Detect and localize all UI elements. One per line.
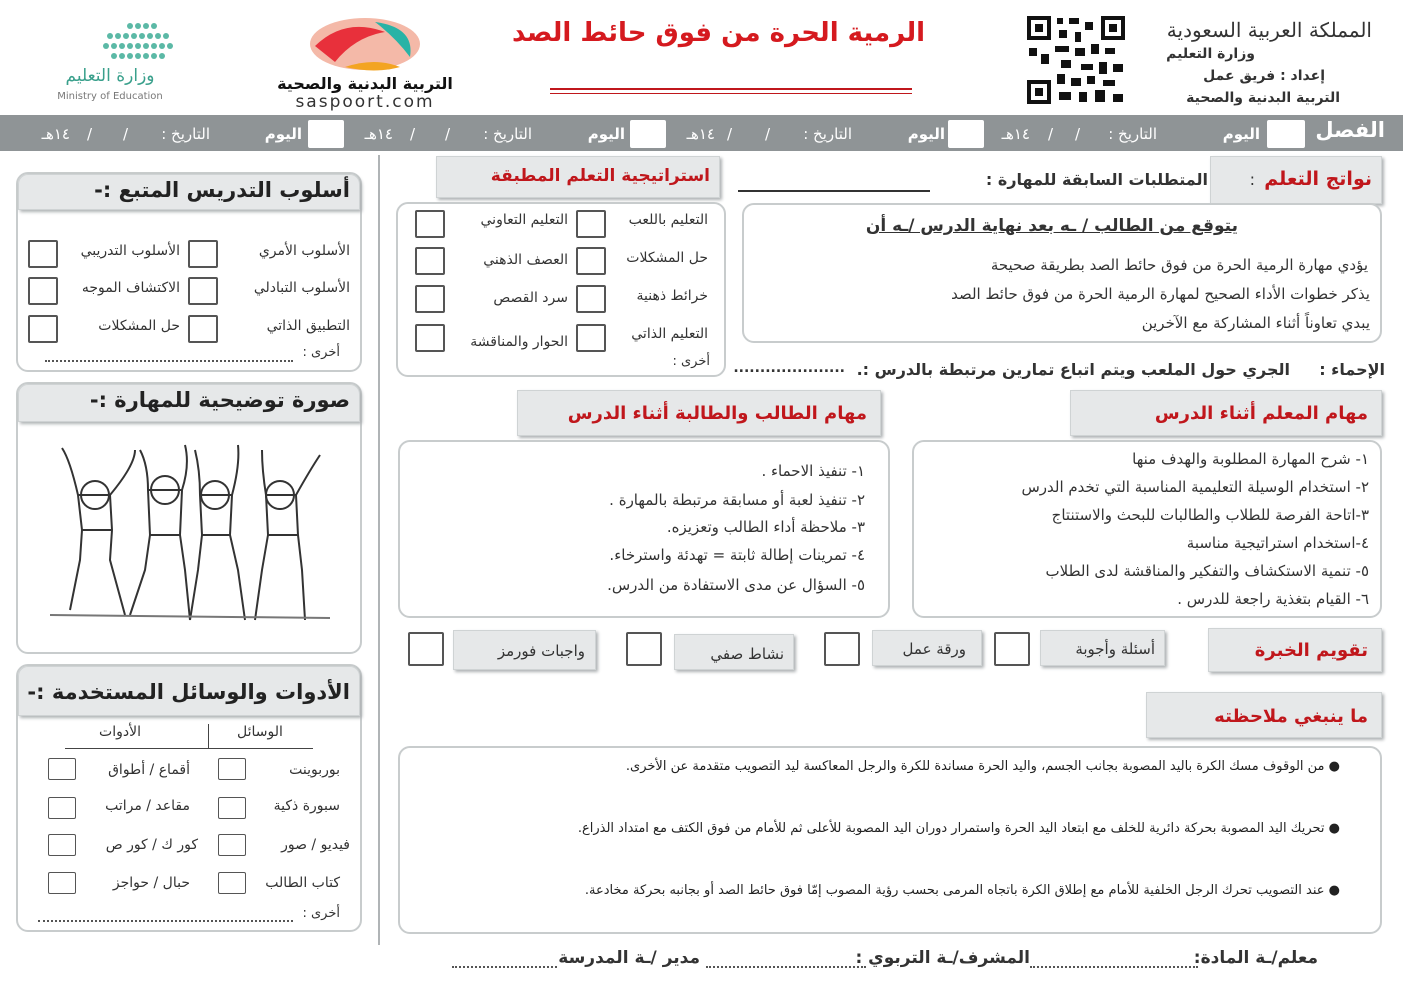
prereq-input-line[interactable]: [738, 190, 930, 192]
illustration-title: صورة توضيحية للمهارة :-: [89, 388, 350, 412]
strategy-checkbox-8[interactable]: [415, 324, 445, 352]
warmup-dots: .....................: [733, 360, 845, 376]
strategy-item-7: التعليم الذاتي: [631, 326, 708, 342]
year-2: ١٤هـ: [686, 125, 715, 143]
outcome-item-1: يؤدي مهارة الرمية الحرة من فوق حائط الصد بطريقة صحيحة: [990, 256, 1368, 274]
outcome-item-2: يذكر خطوات الأداء الصحيح لمهارة الرمية الحرة من فوق حائط الصد: [951, 285, 1370, 303]
day-label-2: اليوم: [907, 125, 945, 143]
day-label-4: اليوم: [264, 125, 302, 143]
moe-name-ar: وزارة التعليم: [65, 66, 155, 86]
means-item-3: فيديو / صور: [281, 837, 350, 853]
sig-principal-line[interactable]: [452, 966, 557, 968]
note-bullet-3: ●: [1324, 883, 1340, 898]
means-item-2: سبورة ذكية: [273, 798, 340, 814]
style-checkbox-2[interactable]: [28, 240, 58, 268]
moe-name-en: Ministry of Education: [57, 91, 163, 102]
teacher-task-1: ١- شرح المهارة المطلوبة والهدف منها: [1132, 450, 1369, 468]
day-input-box-2[interactable]: [948, 120, 984, 148]
eval-checkbox-3[interactable]: [626, 632, 662, 666]
student-task-5: ٥- السؤال عن مدى الاستفادة من الدرس.: [607, 576, 865, 594]
strategy-checkbox-5[interactable]: [576, 285, 606, 313]
slash-1b: /: [1047, 125, 1053, 143]
tools-col-divider-h: [65, 748, 313, 749]
slash-2a: /: [764, 125, 770, 143]
teacher-task-6: ٦- القيام بتغذية راجعة للدرس .: [1177, 590, 1369, 608]
site-logo: [255, 12, 475, 112]
style-checkbox-4[interactable]: [28, 277, 58, 305]
warmup-text: الجري حول الملعب ويتم اتباع تمارين مرتبطة بالدرس :.: [856, 360, 1290, 379]
tool-item-2: مقاعد / مراتب: [105, 798, 190, 814]
means-item-1: بوربوينت: [289, 762, 340, 778]
style-checkbox-6[interactable]: [28, 315, 58, 343]
style-checkbox-5[interactable]: [188, 315, 218, 343]
site-url: saspoort.com: [295, 92, 435, 112]
eval-item-3: نشاط صفي: [710, 645, 784, 663]
sig-teacher-line[interactable]: [1030, 966, 1198, 968]
tools-col-divider-v: [208, 724, 209, 748]
means-checkbox-2[interactable]: [218, 797, 246, 819]
teacher-task-2: ٢- استخدام الوسيلة التعليمية المناسبة التي تخدم الدرس: [1021, 478, 1369, 496]
date-label-4: التاريخ :: [161, 125, 210, 143]
style-other-input[interactable]: [45, 360, 293, 362]
outcomes-label: نواتج التعلم: [1264, 168, 1372, 190]
note-bullet-2: ●: [1324, 821, 1340, 836]
department-name: التربية البدنية والصحية: [1186, 90, 1340, 106]
eval-item-2: ورقة عمل: [902, 640, 966, 658]
sig-supervisor-line[interactable]: [706, 966, 866, 968]
style-checkbox-1[interactable]: [188, 240, 218, 268]
title-underline: [550, 88, 912, 90]
strategy-checkbox-1[interactable]: [576, 210, 606, 238]
date-label-1: التاريخ :: [1108, 125, 1157, 143]
strategy-checkbox-7[interactable]: [576, 324, 606, 352]
year-4: ١٤هـ: [41, 125, 70, 143]
strategy-checkbox-4[interactable]: [415, 247, 445, 275]
day-label-1: اليوم: [1222, 125, 1260, 143]
style-item-2: الأسلوب التدريبي: [80, 243, 180, 259]
date-bar-row: [0, 115, 1310, 151]
note-text-2: تحريك اليد المصوبة بحركة دائرية للخلف مع ابتعاد اليد الحرة واستمرار دوران اليد المصوبة للأعلى ثم للأمام من فوق الكتف مع امتداد الذراع.: [577, 821, 1325, 836]
year-1: ١٤هـ: [1001, 125, 1030, 143]
site-logo-text: التربية البدنية والصحية: [277, 74, 453, 93]
prereq-label: المتطلبات السابقة للمهارة :: [985, 170, 1208, 189]
site-emblem-icon: [305, 12, 425, 74]
tools-other-label: أخرى :: [302, 906, 340, 921]
eval-checkbox-2[interactable]: [824, 632, 860, 666]
tool-checkbox-1[interactable]: [48, 758, 76, 780]
style-item-6: حل المشكلات: [98, 318, 180, 334]
outcomes-expect: يتوقع من الطالب / ـه بعد نهاية الدرس /ـه أن: [865, 216, 1238, 236]
slash-4b: /: [86, 125, 92, 143]
vertical-divider: [378, 155, 380, 945]
note-item-1: [410, 752, 1340, 782]
class-label: الفصل: [1315, 118, 1385, 142]
style-item-3: الأسلوب التبادلي: [253, 280, 350, 296]
strategies-title: استراتيجية التعلم المطبقة: [490, 166, 710, 186]
prepared-by: إعداد : فريق عمل: [1203, 68, 1325, 84]
note-text-3: عند التصويب تحرك الرجل الخلفية للأمام مع إطلاق الكرة باتجاه المرمى بحسب رؤية المصوب إمّا فوق حائط الصد أو بجانبه بحركة مخادعة.: [584, 883, 1325, 898]
evaluation-title: تقويم الخبرة: [1254, 640, 1368, 661]
slash-3b: /: [409, 125, 415, 143]
tool-item-1: أقماع / أطواق: [108, 762, 190, 778]
tools-other-input[interactable]: [38, 920, 293, 922]
tools-col-means: الوسائل: [237, 724, 283, 740]
student-task-1: ١- تنفيذ الاحماء .: [761, 462, 865, 480]
style-item-1: الأسلوب الأمري: [258, 243, 350, 259]
outcomes-colon: :: [1249, 170, 1255, 189]
kingdom-name: المملكة العربية السعودية: [1166, 18, 1372, 42]
day-input-box-4[interactable]: [308, 120, 344, 148]
moe-logo: [30, 18, 190, 108]
sig-principal-label: مدير /ـة المدرسة: [558, 948, 700, 968]
means-item-4: كتاب الطالب: [265, 875, 340, 891]
strategy-item-6: سرد القصص: [493, 290, 568, 306]
student-task-3: ٣- ملاحظة أداء الطالب وتعزيزه.: [666, 518, 865, 536]
sig-teacher-label: معلم/ـة المادة:: [1193, 948, 1318, 968]
title-underline-2: [550, 93, 912, 94]
page-title: الرمية الحرة من فوق حائط الصد: [511, 18, 925, 48]
notes-title: ما ينبغي ملاحظته: [1214, 706, 1368, 727]
eval-item-4: واجبات فورمز: [497, 642, 585, 660]
tool-checkbox-3[interactable]: [48, 834, 76, 856]
date-label-3: التاريخ :: [483, 125, 532, 143]
means-checkbox-4[interactable]: [218, 872, 246, 894]
student-task-4: ٤- تمرينات إطالة ثابتة = تهدئة واسترخاء.: [609, 546, 865, 564]
strategy-item-4: العصف الذهني: [483, 252, 568, 268]
tool-checkbox-2[interactable]: [48, 797, 76, 819]
day-label-3: اليوم: [587, 125, 625, 143]
slash-3a: /: [444, 125, 450, 143]
slash-4a: /: [122, 125, 128, 143]
qr-code-icon: [1025, 14, 1127, 106]
means-checkbox-3[interactable]: [218, 834, 246, 856]
note-item-2: [410, 814, 1340, 844]
strategy-item-2: التعليم التعاوني: [480, 212, 568, 228]
teacher-task-3: ٣-اتاحة الفرصة للطلاب والطالبات للبحث والاستنتاج: [1051, 506, 1369, 524]
style-other-label: أخرى :: [302, 345, 340, 360]
eval-checkbox-1[interactable]: [994, 632, 1030, 666]
tool-checkbox-4[interactable]: [48, 872, 76, 894]
tools-title: الأدوات والوسائل المستخدمة :-: [27, 680, 350, 704]
note-bullet-1: ●: [1324, 759, 1340, 774]
strategy-item-1: التعليم باللعب: [628, 212, 708, 228]
strategy-item-5: خرائط ذهنية: [636, 288, 708, 304]
strategy-item-8: الحوار والمناقشة: [470, 334, 568, 350]
eval-checkbox-4[interactable]: [408, 632, 444, 666]
tools-col-tools: الأدوات: [99, 724, 141, 740]
tool-item-4: حبال / حواجز: [112, 875, 190, 891]
teaching-styles-title: أسلوب التدريس المتبع :-: [94, 178, 350, 202]
style-checkbox-3[interactable]: [188, 277, 218, 305]
student-tasks-title: مهام الطالب والطالبة أثناء الدرس: [567, 403, 867, 424]
strategy-checkbox-3[interactable]: [576, 247, 606, 275]
teacher-tasks-title: مهام المعلم أثناء الدرس: [1154, 403, 1368, 424]
strategy-other-label: أخرى :: [672, 354, 710, 369]
style-item-4: الاكتشاف الموجه: [81, 280, 180, 296]
teacher-task-5: ٥- تنمية الاستكشاف والتفكير والمناقشة لدى الطلاب: [1045, 562, 1369, 580]
tool-item-3: كور ك / كور ص: [105, 837, 198, 853]
ministry-name: وزارة التعليم: [1166, 46, 1255, 62]
strategy-checkbox-6[interactable]: [415, 285, 445, 313]
day-input-box-3[interactable]: [630, 120, 666, 148]
date-label-2: التاريخ :: [803, 125, 852, 143]
skill-illustration-icon: [40, 440, 340, 630]
slash-1a: /: [1074, 125, 1080, 143]
teacher-task-4: ٤-استخدام استراتيجية مناسبة: [1186, 534, 1369, 552]
outcome-item-3: يبدي تعاوناً أثناء المشاركة مع الآخرين: [1141, 314, 1370, 332]
warmup-label: الإحماء :: [1319, 360, 1385, 379]
note-item-3: [410, 876, 1340, 906]
eval-item-1: أسئلة وأجوبة: [1075, 640, 1155, 658]
strategy-item-3: حل المشكلات: [626, 250, 708, 266]
year-3: ١٤هـ: [364, 125, 393, 143]
slash-2b: /: [726, 125, 732, 143]
sig-supervisor-label: المشرف/ـة التربوي :: [855, 948, 1030, 968]
means-checkbox-1[interactable]: [218, 758, 246, 780]
style-item-5: التطبيق الذاتي: [266, 318, 350, 334]
note-text-1: من الوقوف مسك الكرة باليد المصوبة بجانب الجسم، واليد الحرة مساندة للكرة والرجل المعاكسة ليد التصويب متقدمة عن الأخرى.: [625, 759, 1325, 774]
strategy-checkbox-2[interactable]: [415, 210, 445, 238]
class-input-box[interactable]: [1267, 120, 1305, 148]
student-task-2: ٢- تنفيذ لعبة أو مسابقة مرتبطة بالمهارة .: [609, 491, 865, 509]
